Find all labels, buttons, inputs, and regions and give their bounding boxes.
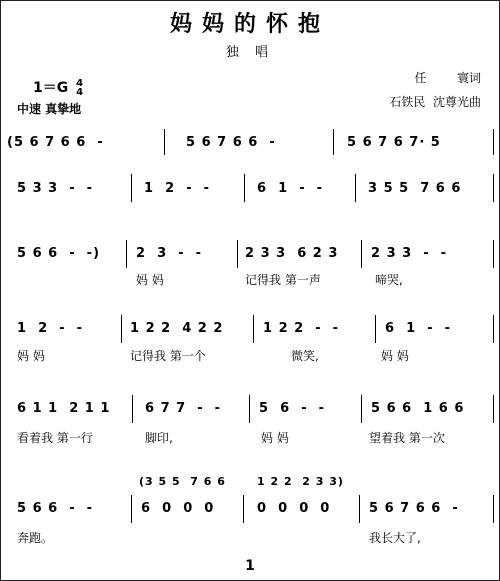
key-label: 1＝G (33, 80, 69, 96)
barline (493, 495, 494, 523)
measure: 6 1 - - (257, 181, 324, 196)
composer-credit: 石铁民 沈尊光曲 (389, 95, 481, 109)
barline (375, 315, 376, 343)
upper-voice-measure: (3 5 5 7 6 6 (139, 475, 226, 488)
song-title: 妈妈的怀抱 (169, 11, 330, 37)
measure: 2 3 - - (136, 246, 203, 261)
barline (493, 315, 494, 343)
barline (131, 174, 132, 202)
tempo-marking: 中速 真挚地 (17, 102, 82, 116)
barline (355, 174, 356, 202)
barline (359, 495, 360, 523)
measure: 6 0 0 0 (141, 501, 215, 516)
lyric-line: 微笑, (291, 349, 319, 363)
barline (253, 315, 254, 343)
lyric-line: 妈 妈 (261, 431, 289, 445)
barline (243, 495, 244, 523)
page-number: 1 (245, 558, 255, 574)
barline (244, 174, 245, 202)
lyric-line: 我长大了, (369, 531, 421, 545)
barline (126, 240, 127, 268)
time-signature-bottom: 4 (76, 87, 84, 98)
measure: 6 7 7 - - (145, 401, 222, 416)
barline (493, 129, 494, 155)
measure: 5 6 7 6 6 - (186, 135, 276, 150)
time-signature-top: 4 (76, 78, 84, 89)
measure: 5 6 6 - -) (17, 246, 101, 261)
measure: 1 2 - - (144, 181, 211, 196)
measure: 5 6 7 6 6 - (369, 501, 459, 516)
barline (121, 315, 122, 343)
measure: 3 5 5 7 6 6 (368, 181, 462, 196)
barline (131, 495, 132, 523)
lyric-line: 记得我 第一个 (130, 349, 206, 363)
barline (333, 129, 334, 155)
barline (361, 240, 362, 268)
barline (237, 240, 238, 268)
measure: 2 3 3 - - (371, 246, 448, 261)
measure: 1 2 - - (17, 321, 84, 336)
barline (493, 395, 494, 423)
barline (361, 395, 362, 423)
barline (249, 395, 250, 423)
lyric-line: 脚印, (145, 431, 173, 445)
time-signature (76, 79, 83, 97)
measure: (5 6 7 6 6 - (7, 135, 104, 150)
performance-type: 独 唱 (225, 45, 275, 60)
key-signature (33, 77, 83, 97)
measure: 6 1 1 2 1 1 (17, 401, 111, 416)
measure: 2 3 3 6 2 3 (245, 246, 339, 261)
measure: 5 6 - - (259, 401, 326, 416)
upper-voice-measure: 1 2 2 2 3 3) (257, 475, 344, 488)
lyric-line: 奔跑。 (17, 531, 54, 545)
lyric-line: 啼哭, (375, 273, 403, 287)
lyric-line: 妈 妈 (17, 349, 45, 363)
barline (493, 174, 494, 202)
lyricist-credit: 任 寰词 (414, 71, 481, 85)
measure: 5 6 6 1 6 6 (371, 401, 465, 416)
measure: 6 1 - - (385, 321, 452, 336)
measure: 1 2 2 4 2 2 (130, 321, 224, 336)
lyric-line: 记得我 第一声 (245, 273, 321, 287)
measure: 5 6 6 - - (17, 501, 94, 516)
lyric-line: 望着我 第一次 (369, 431, 445, 445)
barline (493, 240, 494, 268)
lyric-line: 看着我 第一行 (17, 431, 93, 445)
lyric-line: 妈 妈 (381, 349, 409, 363)
measure: 1 2 2 - - (263, 321, 340, 336)
measure: 5 3 3 - - (17, 181, 94, 196)
lyric-line: 妈 妈 (136, 273, 164, 287)
barline (132, 395, 133, 423)
barline (164, 129, 165, 155)
measure: 5 6 7 6 7· 5 (347, 135, 441, 150)
measure: 0 0 0 0 (257, 501, 331, 516)
